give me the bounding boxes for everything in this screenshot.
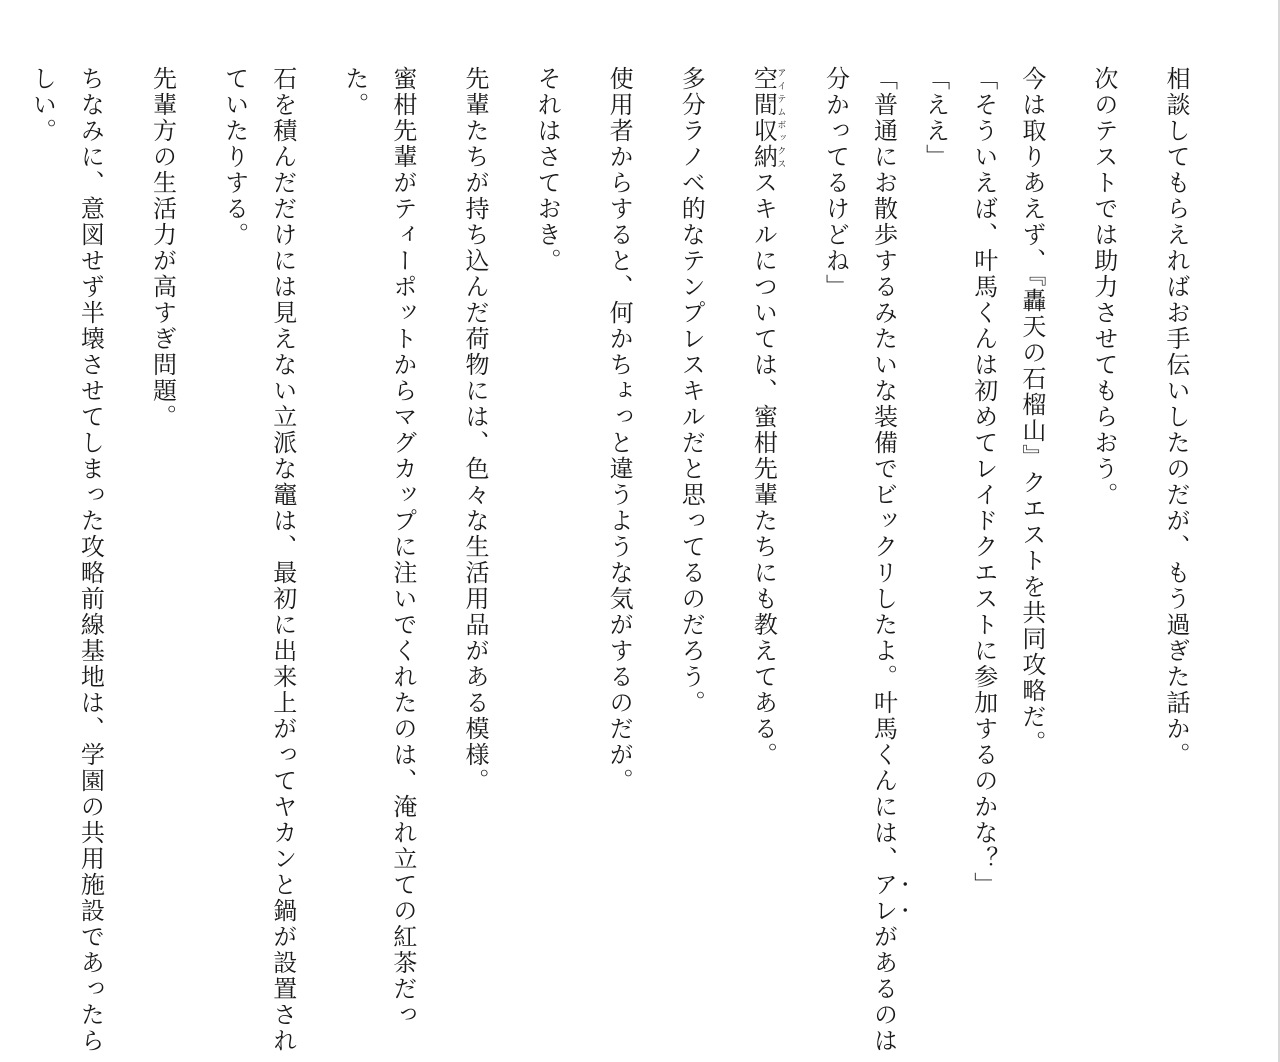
dialogue-line bbox=[811, 66, 911, 1056]
paragraph: 先輩たちが持ち込んだ荷物には、色々な生活用品がある模様。 bbox=[460, 66, 489, 794]
paragraph: 今は取りあえず、『轟天の石榴山』クエストを共同攻略だ。 bbox=[1017, 66, 1046, 756]
emphasis-text: アレ bbox=[869, 872, 898, 924]
ruby-term: 空間収納アイテムボックス bbox=[749, 66, 786, 170]
dialogue-line: 「そういえば、叶馬くんは初めてレイドクエストに参加するのかな？」 bbox=[969, 66, 998, 898]
ruby-reading: アイテムボックス bbox=[775, 66, 786, 170]
vertical-text-body bbox=[0, 66, 1224, 1056]
paragraph bbox=[739, 66, 811, 1056]
dialogue-line: 「ええ」 bbox=[921, 66, 950, 170]
paragraph: 蜜柑先輩がティーポットからマグカップに注いでくれたのは、淹れ立ての紅茶だった。 bbox=[340, 66, 417, 1028]
paragraph: 使用者からすると、何かちょっと違うような気がするのだが。 bbox=[605, 66, 634, 794]
paragraph: 石を積んだだけには見えない立派な竈は、最初に出来上がってヤカンと鍋が設置されていたりする。 bbox=[220, 66, 297, 1054]
paragraph: 相談してもらえればお手伝いしたのだが、もう過ぎた話か。 bbox=[1162, 66, 1190, 768]
paragraph bbox=[0, 66, 18, 1056]
paragraph-text: スキルについては、蜜柑先輩たちにも教えてある。 bbox=[749, 170, 778, 768]
paragraph: 多分ラノベ的なテンプレスキルだと思ってるのだろう。 bbox=[677, 66, 706, 716]
paragraph: 先輩方の生活力が高すぎ問題。 bbox=[148, 66, 177, 430]
paragraph: ちなみに、意図せず半壊させてしまった攻略前線基地は、学園の共用施設であったらしい。 bbox=[28, 66, 105, 1054]
paragraph: 次のテストでは助力させてもらおう。 bbox=[1089, 66, 1118, 508]
paragraph: それはさておき。 bbox=[533, 66, 562, 274]
dialogue-text: があるのは分かってるけどね」 bbox=[821, 66, 898, 1054]
dialogue-text: 「普通にお散歩するみたいな装備でビックリしたよ。叶馬くんには、 bbox=[869, 66, 898, 872]
